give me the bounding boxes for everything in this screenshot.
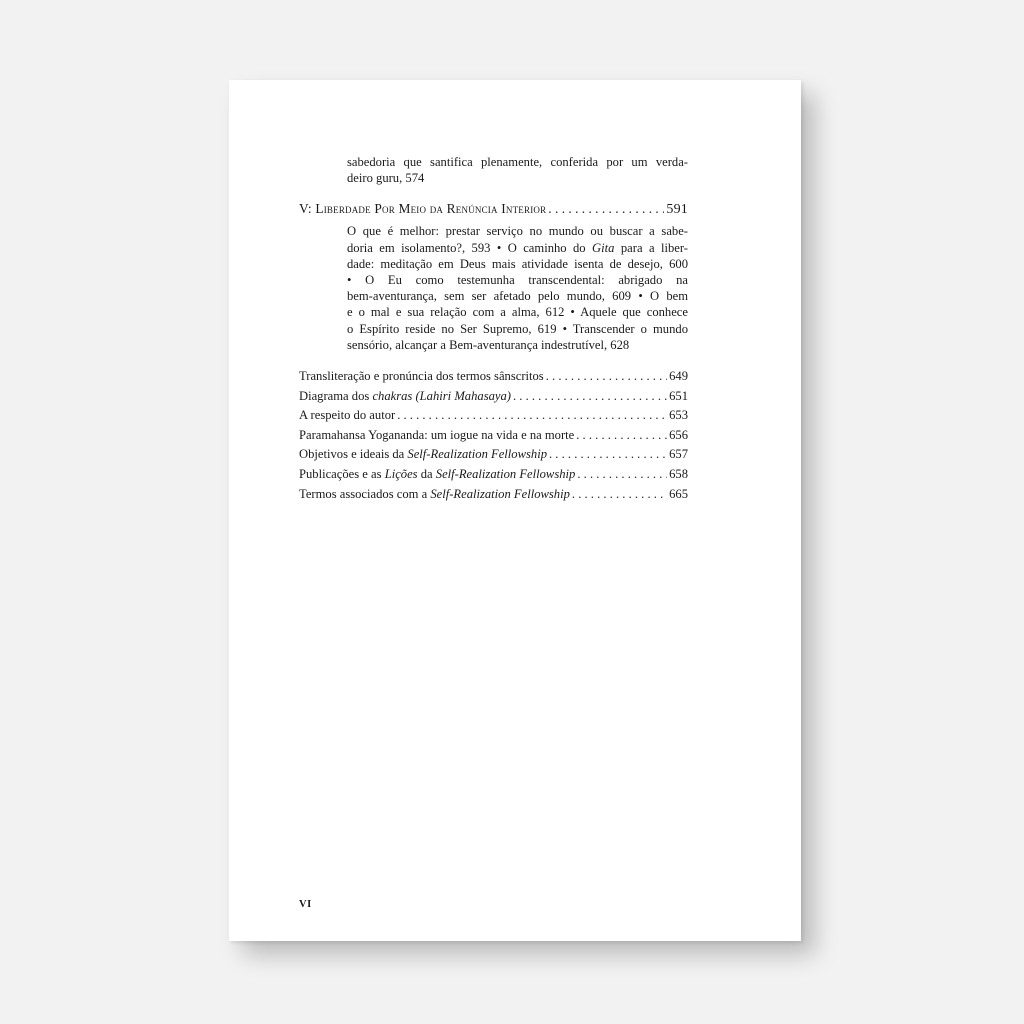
- page-folio: VI: [299, 899, 312, 910]
- dot-leader: [577, 465, 667, 485]
- paragraph-line: O que é melhor: prestar serviço no mundo ou buscar a sabe-: [347, 224, 688, 239]
- toc-page-number: 657: [669, 447, 688, 462]
- toc-page-number: 651: [669, 388, 688, 403]
- paragraph-line: [347, 240, 688, 256]
- dot-leader: [548, 200, 664, 218]
- text-run: Transliteração e pronúncia dos termos sânscritos: [299, 369, 544, 384]
- text-run: Publicações e as: [299, 467, 385, 481]
- italic-term: Self-Realization Fellowship: [430, 486, 570, 501]
- toc-entry-label: [299, 465, 575, 485]
- section-summary: [347, 223, 688, 353]
- section-heading[interactable]: [299, 200, 688, 219]
- italic-term: Self-Realization Fellowship: [435, 467, 576, 481]
- text-run: Objetivos e ideais da: [299, 447, 408, 462]
- paragraph-line: o Espírito reside no Ser Supremo, 619 • Transcender o mundo: [347, 321, 688, 336]
- toc-entry[interactable]: [299, 426, 688, 446]
- toc-entry-label: [299, 387, 511, 407]
- toc-entry-label: [299, 367, 544, 387]
- paragraph-line: sensório, alcançar a Bem-aventurança indestrutível, 628: [347, 337, 630, 352]
- section-page-number: 591: [666, 202, 688, 218]
- toc-page-number: 656: [669, 427, 688, 442]
- toc-page-number: 649: [669, 369, 688, 384]
- toc-entry[interactable]: [299, 445, 688, 465]
- dot-leader: [546, 367, 667, 387]
- paragraph-line: e o mal e sua relação com a alma, 612 • Aquele que conhece: [347, 305, 688, 320]
- text-run: Diagrama dos: [299, 388, 373, 403]
- text-run: A respeito do autor: [299, 408, 396, 423]
- paragraph-line: sabedoria que santifica plenamente, conferida por um verda-: [347, 155, 688, 169]
- text-run: Termos associados com a: [299, 486, 431, 501]
- toc-entry[interactable]: [299, 406, 688, 426]
- italic-term: chakras (Lahiri Mahasaya): [372, 388, 511, 403]
- text-run: Paramahansa Yogananda: um iogue na vida e na morte: [299, 427, 575, 442]
- toc-page-number: 653: [669, 408, 688, 423]
- dot-leader: [513, 387, 667, 407]
- dot-leader: [572, 485, 667, 505]
- continued-paragraph: [347, 154, 688, 186]
- text-run: da: [417, 467, 436, 481]
- toc-entry[interactable]: [299, 367, 688, 387]
- toc-entry[interactable]: [299, 387, 688, 407]
- section-title: V: Liberdade Por Meio da Renúncia Interior: [299, 201, 547, 217]
- paragraph-line: dade: meditação em Deus mais atividade isenta de desejo, 600: [347, 256, 688, 271]
- toc-entry-label: [299, 445, 547, 465]
- toc-entry[interactable]: [299, 485, 688, 505]
- text-run: para a liber-: [614, 240, 688, 255]
- toc-page-number: 658: [669, 467, 688, 481]
- dot-leader: [576, 426, 667, 446]
- paragraph-line: • O Eu como testemunha transcendental: abrigado na: [347, 273, 688, 288]
- toc-page-number: 665: [669, 486, 688, 501]
- italic-term: Lições: [384, 467, 418, 481]
- italic-term: Self-Realization Fellowship: [407, 447, 547, 462]
- text-run: doria em isolamento?, 593 • O caminho do: [347, 240, 593, 255]
- toc-entry-label: [299, 426, 574, 446]
- toc-entry-label: [299, 406, 395, 426]
- dot-leader: [549, 445, 667, 465]
- toc-entry[interactable]: [299, 465, 688, 485]
- italic-term: Gita: [592, 240, 615, 255]
- paragraph-line: deiro guru, 574: [347, 171, 425, 186]
- toc-entry-label: [299, 485, 570, 505]
- toc-content: [299, 154, 688, 504]
- dot-leader: [397, 406, 667, 426]
- toc-list: [299, 367, 688, 504]
- paragraph-line: bem-aventurança, sem ser afetado pelo mundo, 609 • O bem: [347, 289, 688, 304]
- book-page: [229, 80, 801, 941]
